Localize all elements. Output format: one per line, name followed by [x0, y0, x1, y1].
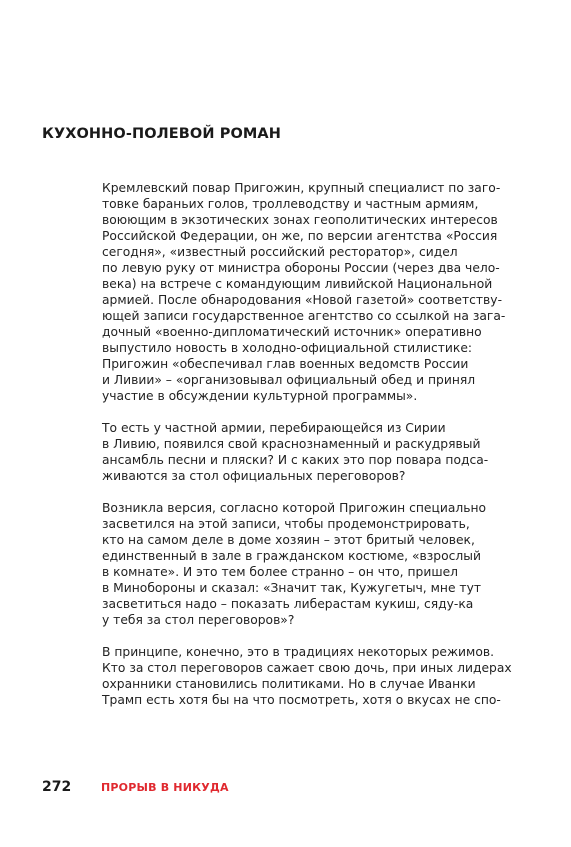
text-line: армией. После обнародования «Новой газетой» соответству-	[102, 293, 503, 307]
text-line: Возникла версия, согласно которой Пригожин специально	[102, 501, 487, 515]
body-text	[102, 180, 542, 724]
paragraph	[102, 180, 542, 404]
text-line: Кто за стол переговоров сажает свою дочь, при иных лидерах	[102, 661, 512, 675]
text-line: ансамбль песни и пляски? И с каких это пор повара подса-	[102, 453, 489, 467]
text-line: ющей записи государственное агентство со ссылкой на зага-	[102, 309, 506, 323]
text-line: кто на самом деле в доме хозяин – этот бритый человек,	[102, 533, 475, 547]
text-line: в Минобороны и сказал: «Значит так, Кужугетыч, мне тут	[102, 581, 482, 595]
text-line: века) на встрече с командующим ливийской Национальной	[102, 277, 493, 291]
text-line: единственный в зале в гражданском костюме, «взрослый	[102, 549, 481, 563]
paragraph	[102, 644, 542, 708]
text-line: засветиться надо – показать либерастам кукиш, сяду-ка	[102, 597, 474, 611]
text-line: То есть у частной армии, перебирающейся из Сирии	[102, 421, 446, 435]
paragraph	[102, 420, 542, 484]
chapter-heading: КУХОННО-ПОЛЕВОЙ РОМАН	[42, 126, 281, 142]
text-line: по левую руку от министра обороны России (через два чело-	[102, 261, 500, 275]
text-line: у тебя за стол переговоров»?	[102, 613, 295, 627]
text-line: дочный «военно-дипломатический источник» оперативно	[102, 325, 482, 339]
text-line: засветился на этой записи, чтобы продемонстрировать,	[102, 517, 470, 531]
text-line: воюющим в экзотических зонах геополитических интересов	[102, 213, 498, 227]
text-line: охранники становились политиками. Но в случае Иванки	[102, 677, 476, 691]
text-line: Российской Федерации, он же, по версии агентства «Россия	[102, 229, 498, 243]
text-line: выпустило новость в холодно-официальной стилистике:	[102, 341, 473, 355]
text-line: сегодня», «известный российский ресторатор», сидел	[102, 245, 458, 259]
text-line: Кремлевский повар Пригожин, крупный специалист по заго-	[102, 181, 501, 195]
text-line: и Ливии» – «организовывал официальный обед и принял	[102, 373, 476, 387]
paragraph	[102, 500, 542, 628]
text-line: участие в обсуждении культурной программы».	[102, 389, 418, 403]
text-line: в Ливию, появился свой краснознаменный и раскудрявый	[102, 437, 481, 451]
text-line: В принципе, конечно, это в традициях некоторых режимов.	[102, 645, 494, 659]
running-title: ПРОРЫВ В НИКУДА	[101, 781, 229, 794]
page-number: 272	[42, 779, 72, 795]
text-line: Трамп есть хотя бы на что посмотреть, хотя о вкусах не спо-	[102, 693, 501, 707]
text-line: живаются за стол официальных переговоров?	[102, 469, 406, 483]
text-line: товке бараньих голов, троллеводству и частным армиям,	[102, 197, 479, 211]
text-line: в комнате». И это тем более странно – он что, пришел	[102, 565, 458, 579]
text-line: Пригожин «обеспечивал глав военных ведомств России	[102, 357, 469, 371]
